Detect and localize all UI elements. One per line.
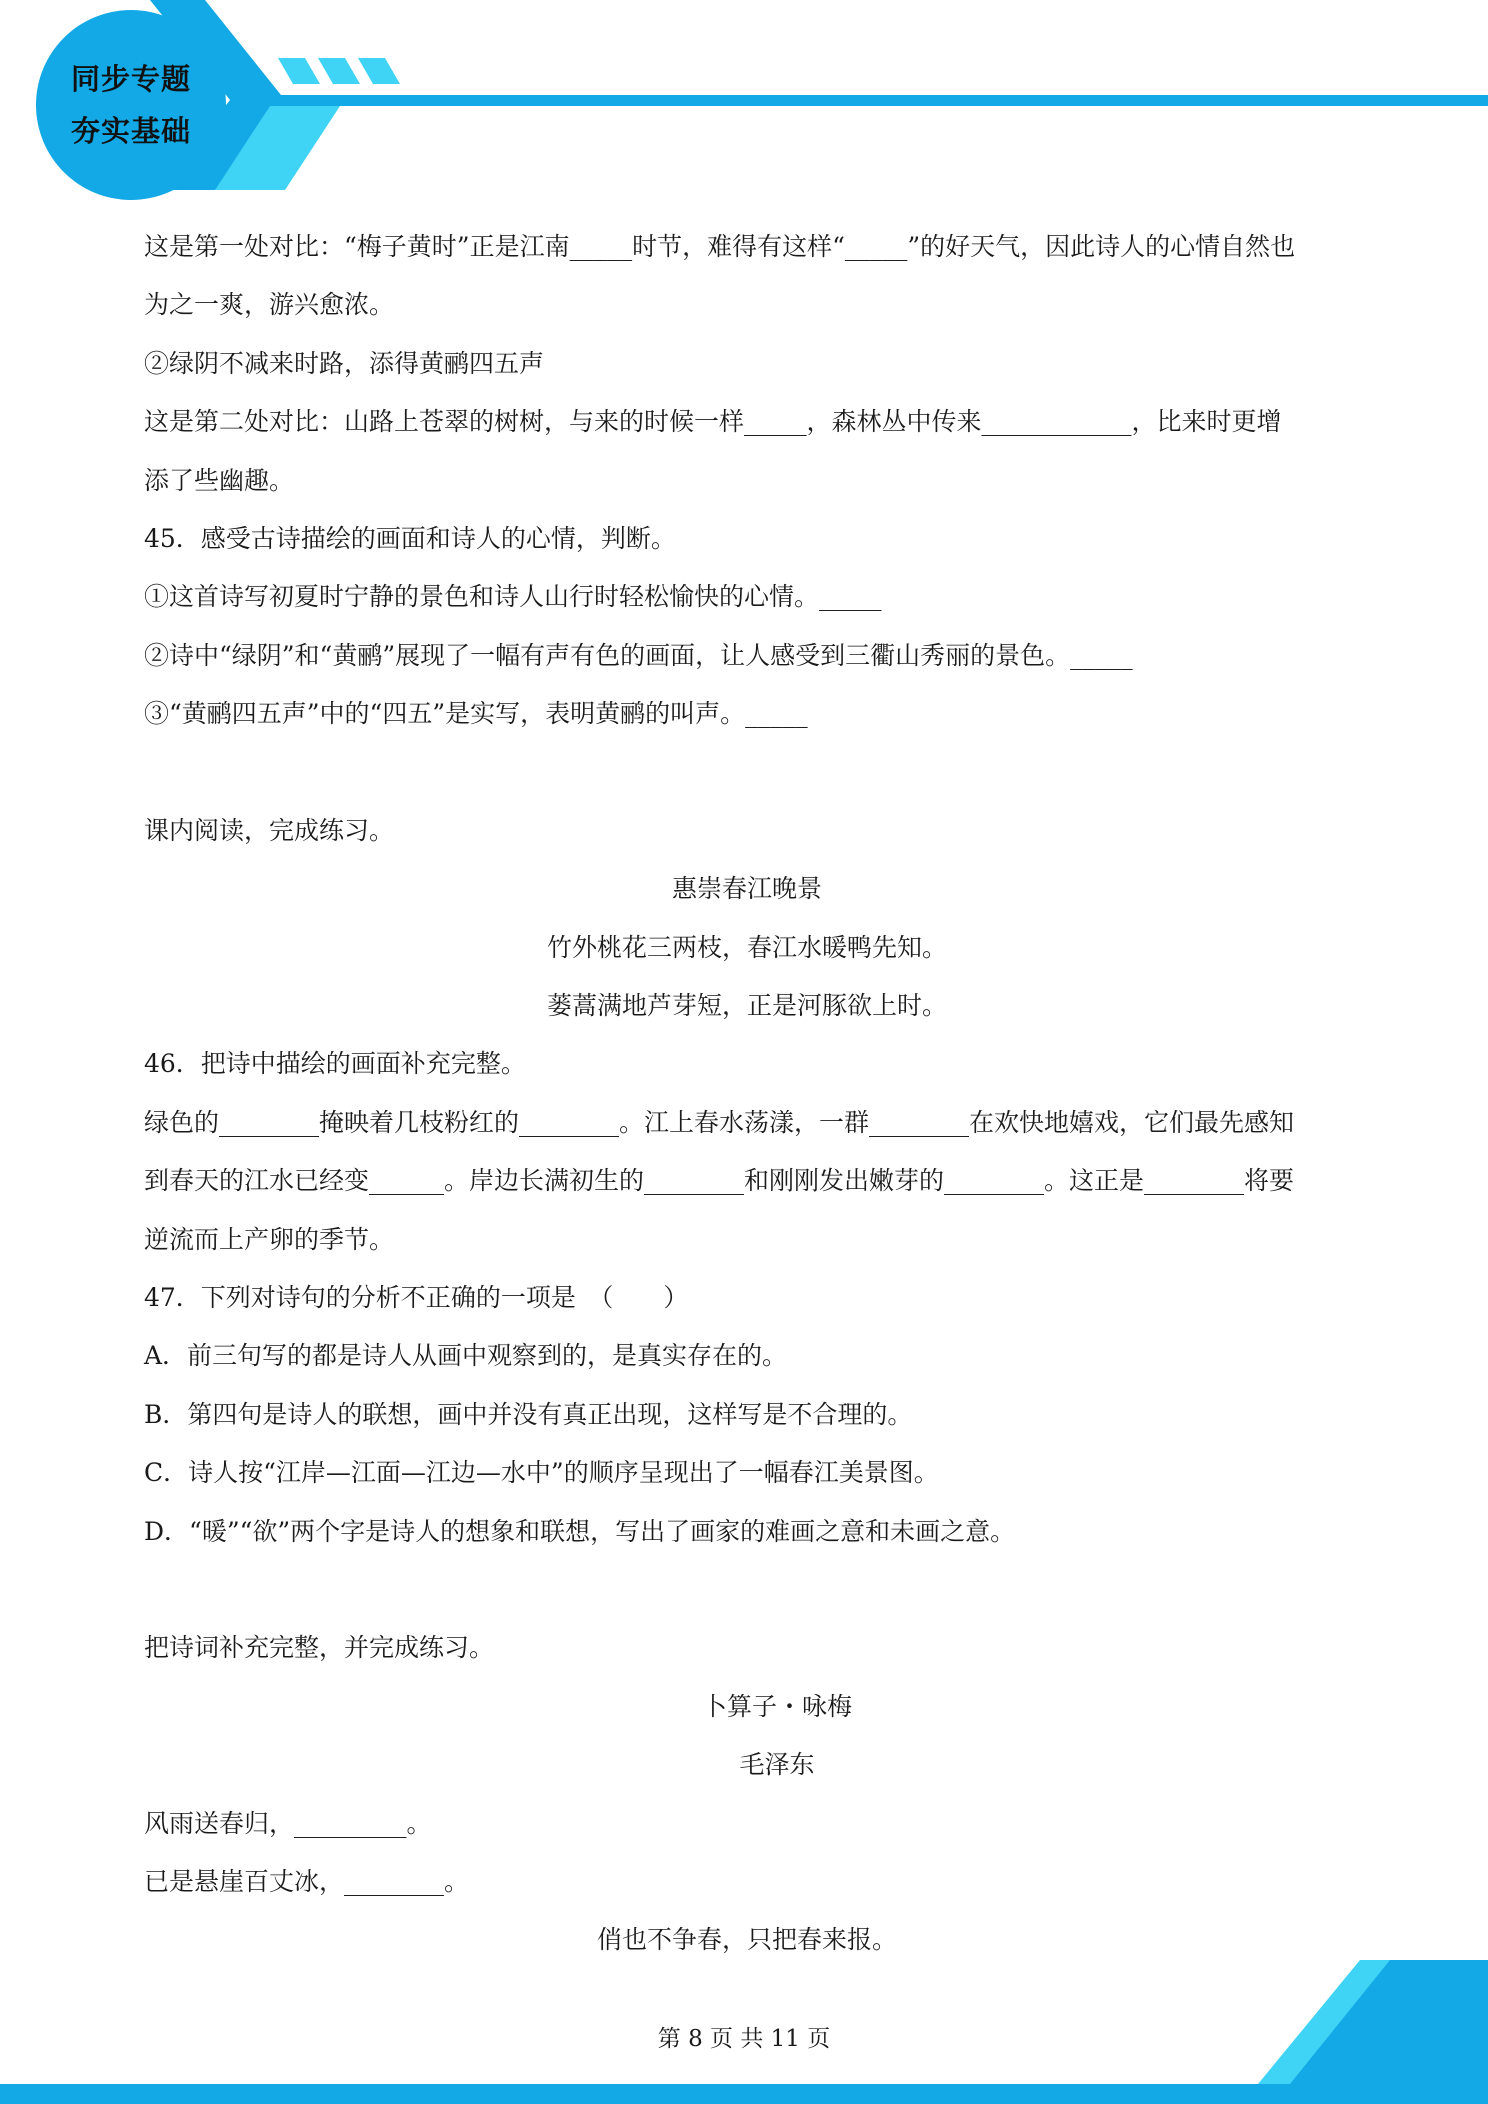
question-46: 46．把诗中描绘的画面补充完整。 [144,1049,526,1079]
option-b: B．第四句是诗人的联想，画中并没有真正出现，这样写是不合理的。 [144,1399,913,1429]
text-line: ②绿阴不减来时路，添得黄鹂四五声 [144,348,545,378]
question-45: 45．感受古诗描绘的画面和诗人的心情，判断。 [144,523,676,553]
judgement-item: ③“黄鹂四五声”中的“四五”是实写，表明黄鹂的叫声。_____ [144,699,808,729]
badge-line2: 夯实基础 [70,114,191,148]
blank-line [144,1561,1350,1619]
header-stripe-1 [278,58,320,84]
header-stripe-3 [358,58,400,84]
page-number: 第 8 页 共 11 页 [657,2026,831,2052]
text-line: 为之一爽，游兴愈浓。 [144,290,395,320]
poem-line: 风雨送春归，_________。 [144,1808,432,1838]
option-d: D．“暖”“欲”两个字是诗人的想象和联想，写出了画家的难画之意和未画之意。 [144,1516,1016,1546]
poem-line: 俏也不争春，只把春来报。 [596,1925,897,1955]
text-line: 这是第一处对比：“梅子黄时”正是江南_____时节，难得有这样“_____”的好天气，因此诗人的心情自然也 [144,232,1296,261]
document-body [144,218,1350,1970]
header-stripe-2 [318,58,360,84]
section-instruction: 课内阅读，完成练习。 [144,815,395,845]
text-line: 添了些幽趣。 [144,465,295,495]
header-badge [36,10,226,200]
option-a: A．前三句写的都是诗人从画中观察到的，是真实存在的。 [144,1341,788,1371]
text-line: 这是第二处对比：山路上苍翠的树树，与来的时候一样_____，森林丛中传来____________，比来时更增 [144,407,1282,437]
poem-author: 毛泽东 [739,1750,815,1780]
header-bar [270,95,1488,106]
fill-in-line: 绿色的________掩映着几枝粉红的________。江上春水荡漾，一群________在欢快地嬉戏，它们最先感知 [144,1107,1295,1137]
section-instruction: 把诗词补充完整，并完成练习。 [144,1633,495,1663]
poem-title: 惠崇春江晚景 [671,874,822,904]
judgement-item: ②诗中“绿阴”和“黄鹂”展现了一幅有声有色的画面，让人感受到三衢山秀丽的景色。_____ [144,640,1133,670]
fill-in-line: 逆流而上产卵的季节。 [144,1224,395,1254]
poem-title: 卜算子・咏梅 [701,1691,852,1721]
blank-line [144,744,1350,802]
poem-line: 已是悬崖百丈冰，________。 [144,1866,470,1896]
option-c: C．诗人按“江岸—江面—江边—水中”的顺序呈现出了一幅春江美景图。 [144,1458,939,1488]
footer-bar [0,2084,1488,2104]
poem-line: 竹外桃花三两枝，春江水暖鸭先知。 [546,932,947,962]
badge-line1: 同步专题 [70,62,191,96]
poem-line: 蒌蒿满地芦芽短，正是河豚欲上时。 [546,991,947,1021]
question-47: 47．下列对诗句的分析不正确的一项是 （ ） [144,1283,689,1313]
fill-in-line: 到春天的江水已经变______。岸边长满初生的________和刚刚发出嫩芽的________。这正是________将要 [144,1166,1295,1196]
page-header [0,0,1488,200]
judgement-item: ①这首诗写初夏时宁静的景色和诗人山行时轻松愉快的心情。_____ [144,582,882,612]
